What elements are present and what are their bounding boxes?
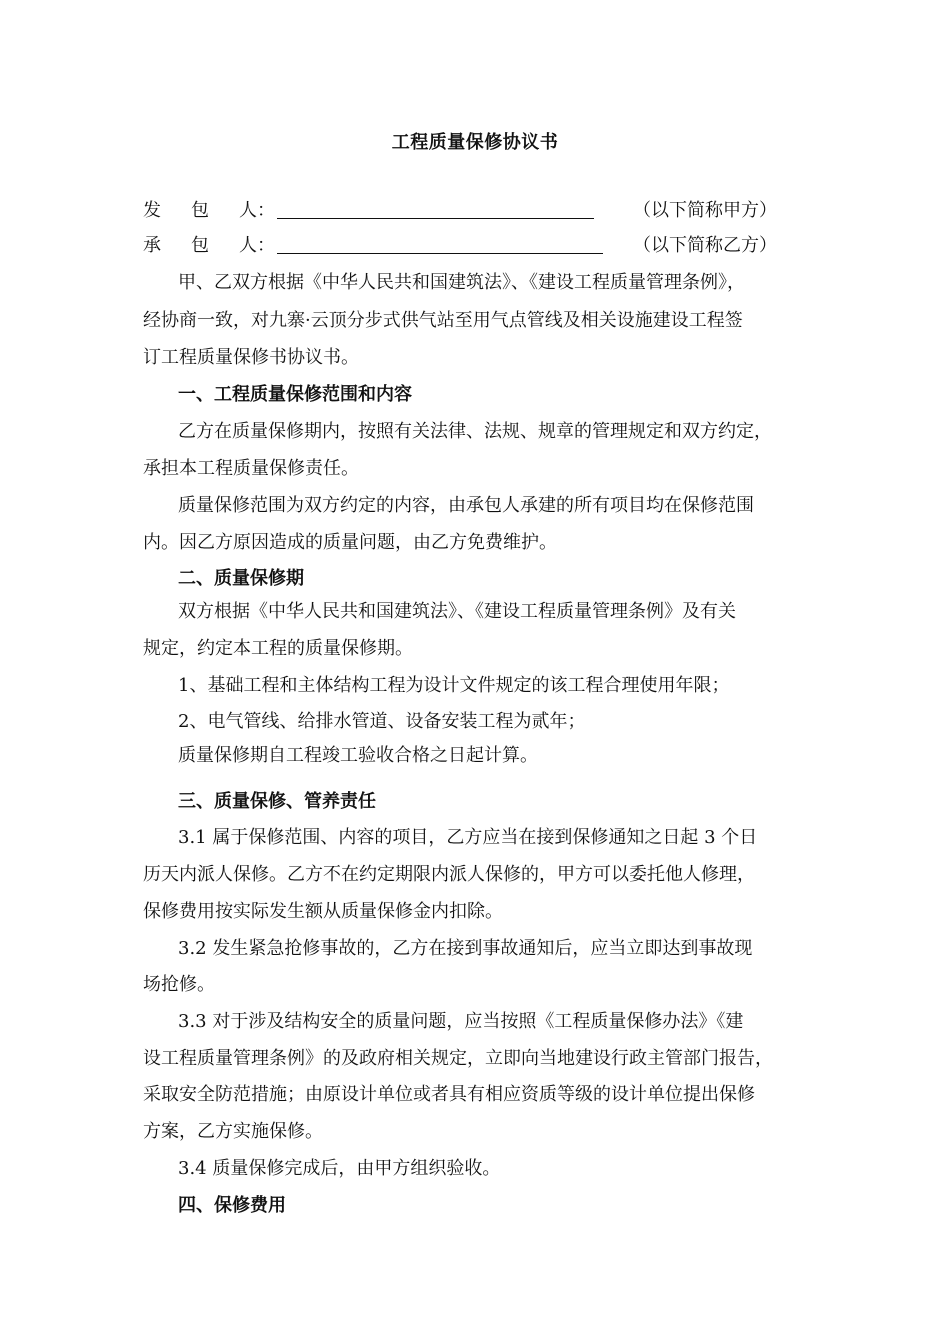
- party-label-char: 包: [191, 235, 209, 256]
- paragraph-line: 质量保修期自工程竣工验收合格之日起计算。: [178, 745, 538, 766]
- document-title: 工程质量保修协议书: [391, 132, 559, 153]
- paragraph-line: 历天内派人保修。乙方不在约定期限内派人保修的，甲方可以委托他人修理，: [143, 864, 755, 885]
- intro-line: 经协商一致，对九寨·云顶分步式供气站至用气点管线及相关设施建设工程签: [143, 310, 743, 331]
- paragraph-line: 质量保修范围为双方约定的内容，由承包人承建的所有项目均在保修范围: [178, 495, 754, 516]
- paragraph-line: 内。因乙方原因造成的质量问题，由乙方免费维护。: [143, 532, 557, 553]
- employer-name-blank: [277, 218, 594, 219]
- paragraph-line: 乙方在质量保修期内，按照有关法律、法规、规章的管理规定和双方约定，: [178, 421, 772, 442]
- paragraph-line: 场抢修。: [143, 974, 215, 995]
- section-heading: 二、质量保修期: [178, 568, 304, 589]
- section-heading: 三、质量保修、管养责任: [178, 791, 376, 812]
- intro-line: 甲、乙双方根据《中华人民共和国建筑法》、《建设工程质量管理条例》，: [178, 272, 745, 293]
- party-label-employer: [143, 199, 273, 223]
- paragraph-line: 3.1 属于保修范围、内容的项目，乙方应当在接到保修通知之日起 3 个日: [178, 827, 758, 848]
- contractor-name-blank: [277, 253, 603, 254]
- party-label-char: 人：: [239, 200, 275, 221]
- party-label-contractor: [143, 234, 273, 258]
- paragraph-line: 保修费用按实际发生额从质量保修金内扣除。: [143, 901, 503, 922]
- paragraph-line: 规定，约定本工程的质量保修期。: [143, 638, 413, 659]
- paragraph-line: 设工程质量管理条例》的及政府相关规定，立即向当地建设行政主管部门报告，: [143, 1048, 773, 1069]
- section-heading: 一、工程质量保修范围和内容: [178, 384, 412, 405]
- paragraph-line: 承担本工程质量保修责任。: [143, 458, 359, 479]
- contractor-note: （以下简称乙方）: [633, 235, 777, 256]
- paragraph-line: 3.3 对于涉及结构安全的质量问题，应当按照《工程质量保修办法》《建: [178, 1011, 744, 1032]
- paragraph-line: 1、基础工程和主体结构工程为设计文件规定的该工程合理使用年限；: [178, 675, 730, 696]
- party-label-char: 包: [191, 200, 209, 221]
- paragraph-line: 2、电气管线、给排水管道、设备安装工程为贰年；: [178, 711, 586, 732]
- employer-note: （以下简称甲方）: [633, 200, 777, 221]
- paragraph-line: 方案，乙方实施保修。: [143, 1121, 323, 1142]
- party-label-char: 承: [143, 235, 161, 256]
- party-label-char: 人：: [239, 235, 275, 256]
- paragraph-line: 3.2 发生紧急抢修事故的，乙方在接到事故通知后，应当立即达到事故现: [178, 938, 753, 959]
- party-label-char: 发: [143, 200, 161, 221]
- section-heading: 四、保修费用: [178, 1195, 286, 1216]
- intro-line: 订工程质量保修书协议书。: [143, 347, 359, 368]
- paragraph-line: 双方根据《中华人民共和国建筑法》、《建设工程质量管理条例》及有关: [178, 601, 736, 622]
- paragraph-line: 采取安全防范措施；由原设计单位或者具有相应资质等级的设计单位提出保修: [143, 1084, 755, 1105]
- paragraph-line: 3.4 质量保修完成后，由甲方组织验收。: [178, 1158, 501, 1179]
